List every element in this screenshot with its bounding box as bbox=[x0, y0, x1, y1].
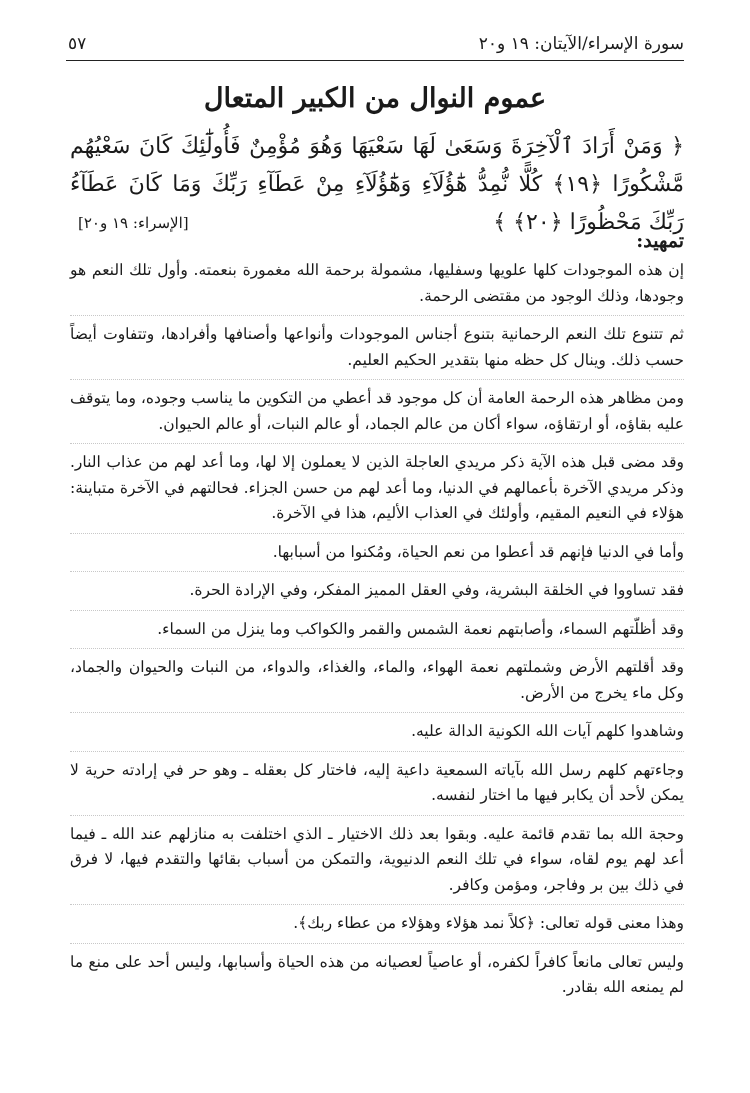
paragraph-divider bbox=[70, 443, 684, 444]
paragraph-divider bbox=[70, 571, 684, 572]
paragraph: وقد أقلتهم الأرض وشملتهم نعمة الهواء، والماء، والغذاء، والدواء، من النبات والحيوان والجماد، وكل ماء يخرج من الأرض. bbox=[70, 658, 684, 702]
paragraph-divider bbox=[70, 315, 684, 316]
header-divider bbox=[66, 60, 684, 61]
page-header bbox=[68, 30, 684, 58]
paragraph: وليس تعالى مانعاً كافراً لكفره، أو عاصياً لعصيانه من هذه الحياة وأسبابها، وليس أحد على منع ما لم يمنعه الله بقادر. bbox=[70, 952, 684, 996]
paragraph-divider bbox=[70, 712, 684, 713]
paragraph-divider bbox=[70, 815, 684, 816]
paragraph-divider bbox=[70, 751, 684, 752]
paragraph: وحجة الله بما تقدم قائمة عليه. وبقوا بعد ذلك الاختيار ـ الذي اختلفت به منازلهم عند الله ـ فيما أعد لهم يوم لقاه، سواء في تلك النعم الدنيوية، والتمكن من أسباب بقائها والتقدم فيها، لا فرق في ذلك بين بر وفاجر، ومؤمن وكافر. bbox=[70, 824, 684, 894]
paragraph: إن هذه الموجودات كلها علويها وسفليها، مشمولة برحمة الله مغمورة بنعمته. وأول تلك النعم هو وجودها، وذلك الوجود من مقتضى الرحمة. bbox=[70, 261, 684, 305]
paragraph: وقد مضى قبل هذه الآية ذكر مريدي العاجلة الذين لا يعملون إلا لها، وما أعد لهم من عذاب النار. وذكر مريدي الآخرة بأعمالهم في الدنيا، وما أعد لهم من حسن الجزاء. فحالتهم في الآخرة متباينة: هؤلاء في النعيم المقيم، وأولئك في العذاب الأليم، هذا في الآخرة. bbox=[70, 453, 684, 522]
intro-heading: تمهيد: bbox=[636, 230, 684, 252]
verse-line-2: مَّشْكُورًا ﴿١٩﴾ كُلًّا نُّمِدُّ هَٰٓؤُلَآءِ وَهَٰٓؤُلَآءِ مِنْ عَطَآءِ رَبِّكَ وَمَا كَانَ عَطَآءُ رَبِّكَ مَحْظُورًا ﴿٢٠﴾ ﴾ bbox=[70, 172, 684, 235]
paragraph-divider bbox=[70, 533, 684, 534]
paragraph: وشاهدوا كلهم آيات الله الكونية الدالة عليه. bbox=[411, 722, 684, 740]
running-title: سورة الإسراء/الآيتان: ١٩ و٢٠ bbox=[478, 34, 684, 54]
paragraph: وأما في الدنيا فإنهم قد أعطوا من نعم الحياة، ومُكنوا من أسبابها. bbox=[272, 542, 684, 561]
paragraph: وهذا معنى قوله تعالى: ﴿كلاً نمد هؤلاء وهؤلاء من عطاء ربك﴾. bbox=[293, 914, 684, 932]
paragraph: ومن مظاهر هذه الرحمة العامة أن كل موجود قد أعطي من التكوين ما يناسب وجوده، وما يتوقف عليه بقاؤه، أو ارتقاؤه، سواء أكان من عالم الجماد، أو عالم النبات، أو عالم الحيوان. bbox=[70, 389, 684, 433]
body-text bbox=[70, 258, 684, 1014]
verse-line-1: ﴿ وَمَنْ أَرَادَ ٱلْآخِرَةَ وَسَعَىٰ لَهَا سَعْيَهَا وَهُوَ مُؤْمِنٌ فَأُولَٰٓئِكَ كَانَ سَعْيُهُم bbox=[70, 134, 684, 159]
paragraph: وقد أظلّتهم السماء، وأصابتهم نعمة الشمس والقمر والكواكب وما ينزل من السماء. bbox=[157, 619, 684, 638]
paragraph: فقد تساووا في الخلقة البشرية، وفي العقل المميز المفكر، وفي الإرادة الحرة. bbox=[189, 581, 684, 599]
section-title: عموم النوال من الكبير المتعال bbox=[203, 83, 547, 114]
paragraph-divider bbox=[70, 904, 684, 905]
paragraph-divider bbox=[70, 379, 684, 380]
paragraph-divider bbox=[70, 610, 684, 611]
paragraph: ثم تتنوع تلك النعم الرحمانية بتنوع أجناس الموجودات وأنواعها وأصنافها وأفرادها، وتتفاوت أيضاً حسب ذلك. وينال كل حظه منها بتقدير الحكيم العليم. bbox=[70, 325, 684, 369]
verse-citation: [الإسراء: ١٩ و٢٠] bbox=[78, 214, 189, 232]
paragraph-divider bbox=[70, 648, 684, 649]
page-number: ٥٧ bbox=[68, 34, 87, 54]
paragraph-divider bbox=[70, 943, 684, 944]
paragraph: وجاءتهم كلهم رسل الله بآياته السمعية داعية إليه، فاختار كل بعقله ـ وهو حر في إرادته حرية لا يمكن لأحد أن يكابر فيها ما اختار لنفسه. bbox=[70, 760, 684, 804]
